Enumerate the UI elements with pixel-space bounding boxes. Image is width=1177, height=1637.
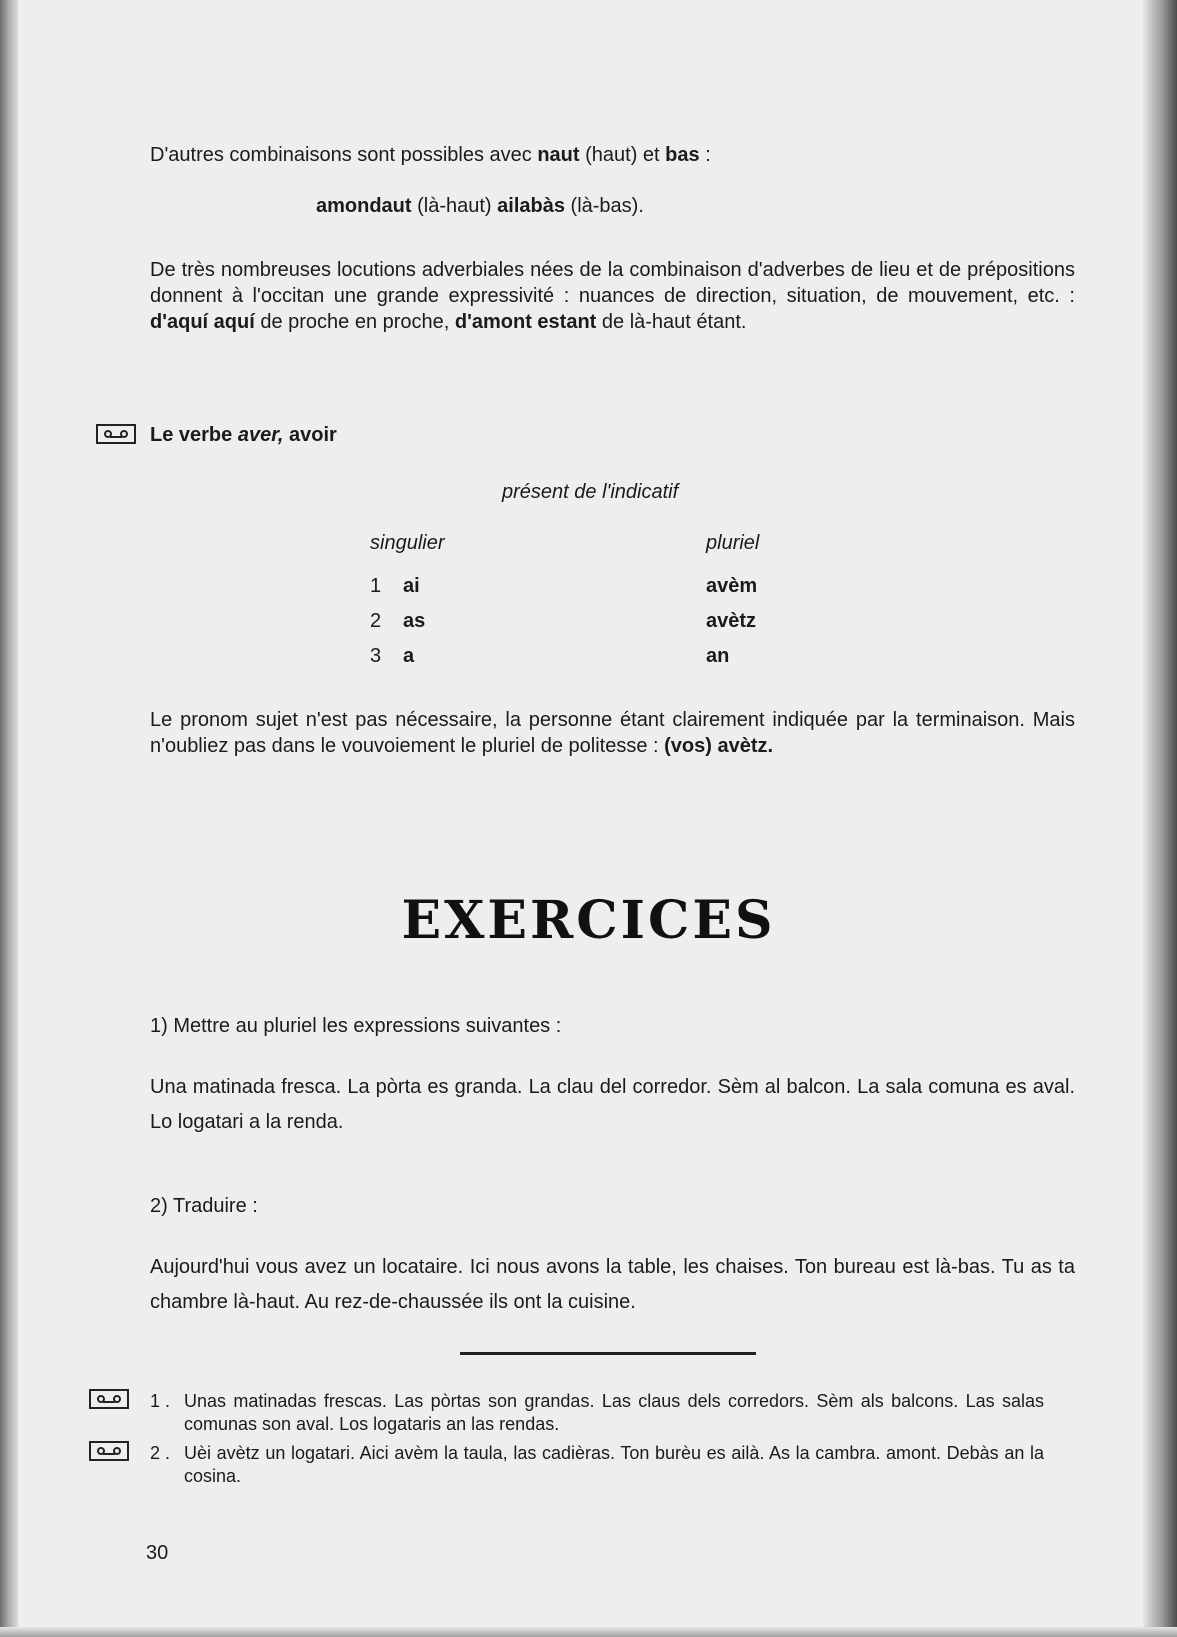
exercise-1-text: Una matinada fresca. La pòrta es granda. La clau del corredor. Sèm al balcon. La sala comuna es aval. Lo logatari a la renda. <box>150 1076 1075 1133</box>
singular-form: a <box>403 645 415 667</box>
answer-text: Unas matinadas frescas. Las pòrtas son grandas. Las claus dels corredors. Sèm als balcons. Las salas comunas son aval. Los logataris an las rendas. <box>184 1391 1044 1434</box>
page-bottom-edge <box>0 1627 1177 1637</box>
plural-form: avèm <box>706 575 758 597</box>
singular-form: as <box>403 610 426 632</box>
page-number: 30 <box>146 1542 169 1564</box>
exercices-heading: EXERCICES <box>401 890 776 951</box>
intro-paragraph-3: De très nombreuses locutions adverbiales nées de la combinaison d'adverbes de lieu et de prépositions donnent à l'occitan une grande expressivité : nuances de direction, situation, de mouvement, etc. : d'aquí aquí de proche en proche, d'amont estant de là-haut étant. <box>150 259 1075 333</box>
cassette-icon <box>89 1389 129 1409</box>
plural-form: an <box>706 645 730 667</box>
tense-label: présent de l'indicatif <box>502 481 679 503</box>
exercise-2-prompt: 2) Traduire : <box>150 1195 258 1217</box>
page-binding-shadow <box>0 0 18 1637</box>
exercise-1-prompt: 1) Mettre au pluriel les expressions suivantes : <box>150 1015 562 1037</box>
answer-number: 1 . <box>150 1391 171 1411</box>
singular-form: ai <box>403 575 420 597</box>
cassette-icon <box>89 1441 129 1461</box>
answer-2 <box>150 1442 1044 1492</box>
verb-note: Le pronom sujet n'est pas nécessaire, la personne étant clairement indiquée par la terminaison. Mais n'oubliez pas dans le vouvoiement le pluriel de politesse : (vos) avètz. <box>150 709 1075 757</box>
verb-section-title: Le verbe aver, avoir <box>150 424 337 446</box>
person-number: 1 <box>370 575 382 597</box>
answer-1 <box>150 1390 1044 1440</box>
intro-paragraph-2: amondaut (là-haut) ailabàs (là-bas). <box>316 195 644 217</box>
answer-text: Uèi avètz un logatari. Aici avèm la taula, las cadièras. Ton burèu es ailà. As la cambra. amont. Debàs an la cosina. <box>184 1443 1044 1486</box>
cassette-icon <box>96 424 136 444</box>
intro-paragraph-1: D'autres combinaisons sont possibles avec naut (haut) et bas : <box>150 144 711 166</box>
person-number: 3 <box>370 645 382 667</box>
person-number: 2 <box>370 610 382 632</box>
answer-number: 2 . <box>150 1443 171 1463</box>
singular-header: singulier <box>370 532 445 554</box>
page-right-edge <box>1143 0 1177 1637</box>
exercise-2-text: Aujourd'hui vous avez un locataire. Ici nous avons la table, les chaises. Ton bureau est là-bas. Tu as ta chambre là-haut. Au rez-de-chaussée ils ont la cuisine. <box>150 1256 1075 1313</box>
plural-form: avètz <box>706 610 757 632</box>
divider-rule <box>460 1352 756 1355</box>
plural-header: pluriel <box>706 532 760 554</box>
